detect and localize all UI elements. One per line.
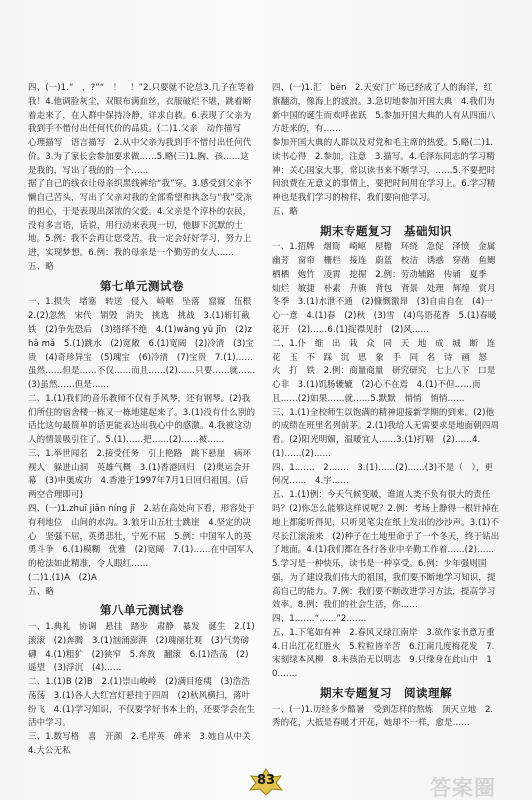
answer-paragraph: 一、1.招牌 烟筒 崎岖 屋檐 环绕 急促 泽愤 金属 幽芳 窗帘 栅栏 接连 蔚蓝 校洁 诱惑 穿凿 鱼鳃 栖栖 炮竹 凌霄 挖掘 2.例：劳动辅路 传诵 夏季 灿烂 敏捷 朴素 升旗 背包 背景 处理 辉煌 赏月 冬季 3.(1)水泄不通 (2)慷慨激昂 (3)自由自在 (4)一心一意 4.(1)春 (2)秋 (3)雪 (4)鸟语花香 5.(1)春暖花开 (2)……6.(1)捉襟见肘 (2)风…… <box>272 242 505 336</box>
answer-paragraph: 一、1.损失 堵塞 转送 侵入 崎岖 坠落 窟窿 伍根 2.(2)忽然 宋代 销毁 消失 挑选 挑战 3.(1)斩钉截铁 (2)争先恐后 (3)络绎不绝 4.(1)wàng yǔ jīn (2)zhā mǎ 5.(1)跳水 (2)宽敞 6.(1)宽阔 (2)冷清 (3)宝贵 (4)奇珍异宝 (5)瑰宝 (6)冷清 (7)宝贵 7.(1)……虽然……但是……不仅……而且……(2)……只要……就……(3)虽然……但是…… <box>28 297 260 391</box>
left-column <box>28 82 260 759</box>
right-column <box>272 82 505 731</box>
answer-paragraph: 四、1.…… 2.…… 3.(1)……(2)……(3)不是（ ），更何况…… 4.宇…… <box>272 462 494 487</box>
section-heading: 期末专题复习 基础知识 <box>320 223 452 238</box>
answer-paragraph: 四、(一)1.“ ，?”“ ！ ！”2.只要就不论总3.几子在等着我！4.他调脸灰尘，双眼布满血丝，衣服破烂不堪，跳着断着走来了，在人群中保持冷静，详求自救。6.表现了父亲为我到手不惜付出任何代价的品质。(二)1.父亲 动作描写 心理描写 语言描写 2.从中父亲为我到手不惜付出任何代价。3.为了家长会参加要求做……5.略(三)1.胸、孩……这是我的，写出了我的的一个…… <box>28 83 255 176</box>
answer-paragraph: 二、1.仆 维 出 栽 众 同 天 地 成 城 断 连 花 玉 不 踩 沉 思 象 手 同 名 诗 画 怒 火 打 铁 2.例：商量商量 研究研究 七上八下 口是心非 3.(1)饥肠辘辘 (2)心不在焉 4.(1)不但……而且……(2)如果……就……5.默默 悄悄 悄悄…… <box>272 338 504 404</box>
answer-paragraph: 一、1.典礼 协调 悬挂 踏步 肃静 暴发 诞生 2.(1)滚滚 (2)奔腾 3.(1)汹涌澎湃 (2)瑰丽壮观 (3)气势磅礴 4.(1)粗犷 (2)狭窄 5.奔放 翻滚 6.(1)浩荡 (2)遥望 (3)浮沉 (4)…… <box>28 622 255 674</box>
answer-paragraph: 三、1.(1)全校师生以饱满的精神迎接新学期的到来。(2)他的成绩在班里名列前茅。2.(1)我给人无需要求是地面朝四周看。(2)阳光明媚，温暖宜人……3.(1)打嗝 (2)……4.(1)……(2)…… <box>272 407 500 459</box>
answer-paragraph: 三、1.举世闻名 2.接受任务 引上艳路 跳下悬崖 病环视人 躲进山洞 英雄气概 3.(1)香港回归 (2)奥运会开幕 (3)申奥成功 4.香港于1997年7月1日回归祖国。(后两空合理即可) <box>28 448 252 501</box>
answer-paragraph: 四、1.……“……”2.…… <box>272 614 367 625</box>
answer-paragraph: 五、1.(1)例：今天气候变暖，谁道人类不负有很大的责任吗？(2)你怎么能够这样说呢？2.例：考场上静得一根针掉在地上都能听得见，只听见笔尖在纸上发出的沙沙声。3.(1)不尽长江滚滚来 (2)种子在土地里命于了一个冬天，终于钻出了地面。4.(1)我们都在各行各业中辛勤工作着……(2)……5.学习是一种快乐，读书是一种享受。6.例：少年强则国强，为了建设我们伟大的祖国，我们要不断地学习知识，提高自己的能力。7.例：我们要不断改进学习方法，提高学习效率。8.例：我们的社会生活，你…… <box>272 490 500 611</box>
answer-paragraph: 参加开国大典的人群以及对党和毛主席的热爱。5.略(二)1.读书心得 2.参加，注意 3.描写。4.毛泽东同志的学习精神：关心国家大事，常以读书来不断学习，……5.不要把时间浪费在无意义的事情上，要把时间用在学习上。6.学习精神也是我们学习的榜样，我们要向他学习。 <box>272 138 496 204</box>
answer-paragraph: 二、1.(1)B (2)B 2.(1)崇山峻岭 (2)满目疮痍 (3)浩浩荡荡 3.(1)各人大红宫灯悬挂于四周 (2)秋风横扫，落叶纷飞 4.(1)学习知识，不仅要学好书本上的，还要学会在生活中学习。 <box>28 677 256 729</box>
page-number-badge <box>236 768 296 796</box>
section-marker: 五、略 <box>28 261 54 272</box>
section-heading: 第七单元测试卷 <box>100 278 184 293</box>
section-marker: 五、略 <box>28 586 54 597</box>
answer-paragraph: 三、1.数写格 喜 开颜 2.毛岸英 碑米 3.她自从中关 4.大公无私 <box>28 732 260 756</box>
answer-paragraph: 五、1.下笔如有神 2.春风又绿江南岸 3.欲作家书意万重 4.日出江花红胜火 5.粒粒皆辛苦 6.江南几度梅花发 7.宋刻绿本风柳 8.未孩治无以明志 9.只缘身在此山中 10.…… <box>272 627 504 680</box>
section-heading: 第八单元测试卷 <box>100 603 184 618</box>
watermark-logo: 答案圈 <box>430 776 496 798</box>
section-marker: 五、略 <box>272 206 298 217</box>
answer-paragraph: 一、(一)1.历经多少酷暑 受到怎样的熬炼 顶天立地 2.秀的花，大抵是春暖才开花，她却不一样，愈是…… <box>272 704 494 729</box>
answer-paragraph: (二)1.(1)A (2)A <box>28 572 97 583</box>
section-heading: 期末专题复习 阅读理解 <box>320 685 452 700</box>
answer-paragraph: 二、1.(1)我们的音乐教师不仅有手风琴，还有钢琴。(2)我们所住的宿舍楼一栋又一栋地建起来了。3.(1)没有什么别的话比这句最简单的话更能表达出我心中的感激。4.我被这动人的情景吸引住了。5.(1)……把……(2)……被…… <box>28 393 256 446</box>
answer-paragraph: 四、(一)1.汇 bèn 2.天安门广场已经成了人的海洋，红旗翻动，像海上的波浪。3.急切地参加开国大典 4.我们为新中国的诞生而欢呼雀跃 5.参加开国大典的人有从四面八方赶来的，有…… <box>272 83 496 135</box>
answer-paragraph: 据了自己的线衣让母亲织黑线裤给“我”穿。3.感受到父亲不懒自己苦头，写出了父亲对我的全部希望和执念与“我”受冻的担心，于是表现出深浓的父爱。4.父亲是个淳朴的农民，没有多言语，话说，用行动来表现一切，他脚下沉默的土地。5.例：我不会再让您受苦，我一定会好好学习，努力上进，实现梦想。6.例：我的母亲是一个勤劳的女人…… <box>28 179 253 259</box>
answer-paragraph: 四、(一)1.zhuī jiǎn níng jī 2.站在高处向下看，形容处于有利地位 山间的水沟。3.狼牙山五壮士跳崖 4.坚定的决心 坚强不屈，英勇悲壮，宁死不屈 5.例：中国军人的英勇斗争 6.(1)模糊 优雅 (2)宽阔 7.(1)……在中国军人的枪法如此精准，令人眼红…… <box>28 503 256 570</box>
page-number: 83 <box>256 773 276 788</box>
